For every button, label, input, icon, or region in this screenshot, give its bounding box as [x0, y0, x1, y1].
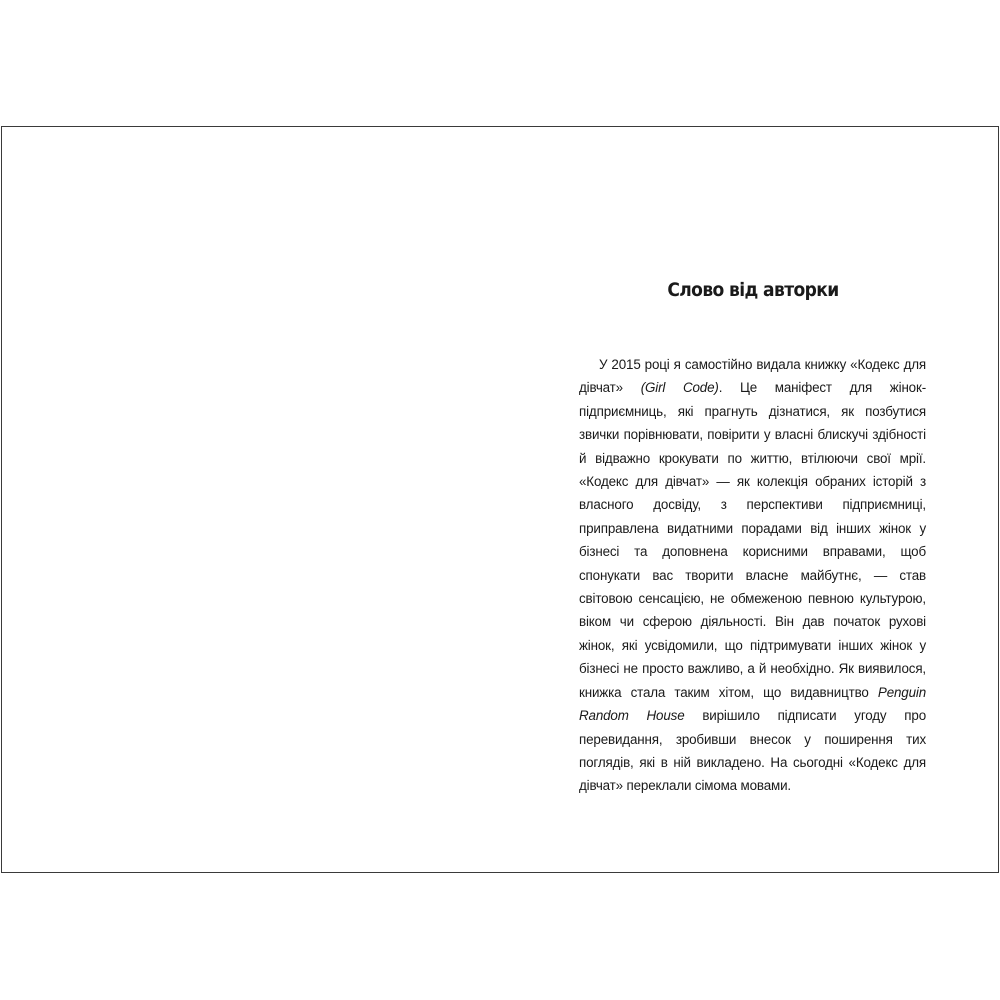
paragraph-part-5: вирішило підписати угоду про перевидання, зробивши внесок у поширення тих поглядів, які в ній викладено. На сьогодні «Кодекс для дівчат» переклали сімома мовами.	[579, 708, 926, 794]
right-page	[500, 127, 998, 872]
body-paragraph	[579, 353, 926, 798]
left-page	[2, 127, 500, 872]
paragraph-italic-publisher: Penguin Random House	[579, 684, 926, 724]
paragraph-part-3: . Це маніфест для жінок-підприємниць, які прагнуть дізнатися, як позбутися звички порівнювати, повірити у власні блискучі здібності й відважно крокувати по життю, втілюючи свої мрії. «Кодекс для дівчат» — як колекція обраних історій з власного досвіду, з перспективи підприємниці, приправлена видатними порадами від інших жінок у бізнесі та доповнена корисними вправами, щоб спонукати вас творити власне майбутнє, — став світовою сенсацією, не обмеженою певною культурою, віком чи сферою діяльності. Він дав початок руховi жінок, які усвідомили, що підтримувати інших жінок у бізнесі не просто важливо, а й необхідно. Як виявилося, книжка стала таким хітом, що видавництво	[579, 380, 927, 700]
book-spread	[1, 126, 999, 873]
paragraph-part-1: У 2015 році я самостійно видала книжку «Кодекс для дівчат»	[579, 357, 926, 396]
paragraph-italic-girl-code: (Girl Code)	[640, 380, 719, 396]
chapter-title: Слово від авторки	[667, 279, 839, 301]
